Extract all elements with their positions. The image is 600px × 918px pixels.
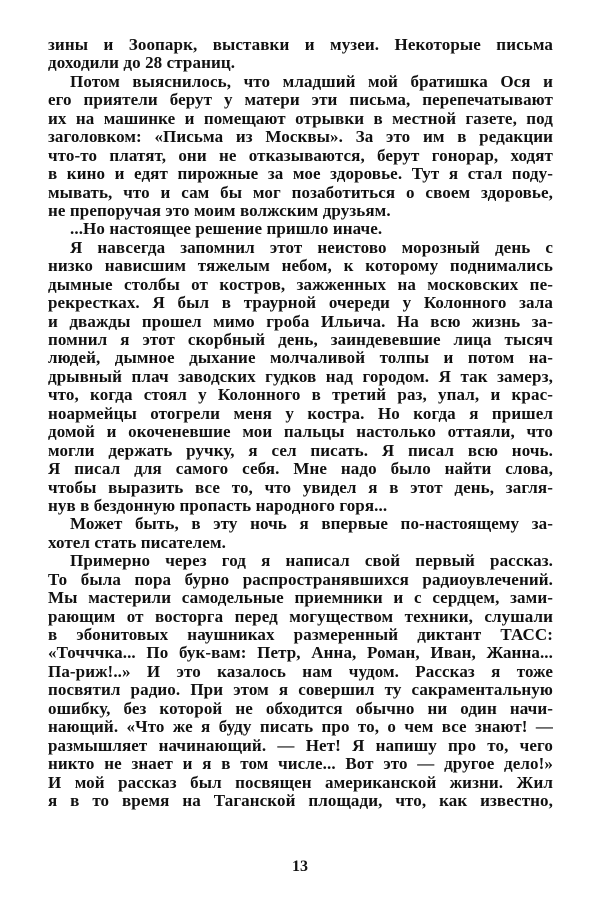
text-line: И мой рассказ был посвящен американской жизни. Жил bbox=[48, 772, 553, 792]
text-line: ноармейцы отогрели меня у костра. Но когда я пришел bbox=[48, 403, 553, 423]
text-line: дымные столбы от костров, зажженных на московских пе- bbox=[48, 274, 553, 294]
text-line: ошибку, без которой не обходится обычно ни один начи- bbox=[48, 698, 553, 718]
text-line: зины и Зоопарк, выставки и музеи. Некоторые письма bbox=[48, 35, 553, 54]
text-line: людей, дымное дыхание молчаливой толпы и потом на- bbox=[48, 348, 553, 368]
text-line: никто не знает и я в том числе... Вот это — другое дело!» bbox=[48, 754, 553, 774]
text-line: рекрестках. Я был в траурной очереди у Колонного зала bbox=[48, 293, 553, 313]
text-line: Я навсегда запомнил этот неистово морозный день с bbox=[70, 237, 553, 257]
text-line: рающим от восторга перед могуществом техники, слушали bbox=[48, 606, 553, 626]
paragraph bbox=[48, 552, 553, 810]
paragraph bbox=[48, 515, 553, 552]
text-line: их на машинке и помещают отрывки в местной газете, под bbox=[48, 108, 553, 128]
text-line: мывать, что и сам бы мог позаботиться о своем здоровье, bbox=[48, 182, 553, 202]
text-line: помнил я этот скорбный день, заиндевевшие лица тысяч bbox=[48, 330, 553, 349]
text-line: дрывный плач заводских гудков над городом. Я так замерз, bbox=[48, 366, 553, 386]
text-line: посвятил радио. При этом я совершил ту сакраментальную bbox=[48, 680, 553, 700]
text-line: «Точччка... По бук-вам: Петр, Анна, Роман, Иван, Жанна... bbox=[48, 643, 553, 663]
text-line: размышляет начинающий. — Нет! Я напишу про то, чего bbox=[48, 735, 553, 755]
book-page-text bbox=[48, 36, 553, 810]
text-line: в кино и едят пирожные за мое здоровье. Тут я стал поду- bbox=[48, 164, 553, 184]
text-line: чтобы выразить все то, что увидел я в этот день, загля- bbox=[48, 477, 553, 497]
text-line: Может быть, в эту ночь я впервые по-настоящему за- bbox=[70, 514, 553, 534]
page-number: 13 bbox=[292, 858, 308, 875]
paragraph bbox=[48, 239, 553, 516]
text-line: что, когда стоял у Колонного в третий раз, упал, и крас- bbox=[48, 385, 553, 405]
text-line: Мы мастерили самодельные приемники и с сердцем, зами- bbox=[48, 588, 553, 608]
text-line: нув в бездонную пропасть народного горя... bbox=[48, 495, 388, 515]
text-line: низко нависшим тяжелым небом, к которому поднимались bbox=[48, 256, 553, 276]
text-line: Потом выяснилось, что младший мой братишка Ося и bbox=[70, 71, 553, 91]
text-line: в эбонитовых наушниках размеренный диктант ТАСС: bbox=[48, 625, 553, 644]
paragraph bbox=[48, 220, 553, 238]
text-line: и дважды прошел мимо гроба Ильича. На всю жизнь за- bbox=[48, 311, 553, 331]
text-line: То была пора бурно распространявшихся радиоувлечений. bbox=[48, 569, 553, 589]
text-line: нающий. «Что же я буду писать про то, о чем все знают! — bbox=[48, 717, 553, 737]
text-line: хотел стать писателем. bbox=[48, 532, 226, 552]
text-line: что-то платят, они не отказываются, берут гонорар, ходят bbox=[48, 145, 553, 165]
text-line: не препоручая это моим волжским друзьям. bbox=[48, 200, 391, 220]
text-line: его приятели берут у матери эти письма, перепечатывают bbox=[48, 90, 553, 110]
text-line: Па-риж!..» И это казалось нам чудом. Рассказ я тоже bbox=[48, 661, 553, 681]
text-line: ...Но настоящее решение пришло иначе. bbox=[70, 219, 383, 239]
paragraph bbox=[48, 73, 553, 221]
text-line: Я писал для самого себя. Мне надо было найти слова, bbox=[48, 459, 553, 479]
text-line: заголовком: «Письма из Москвы». За это им в редакции bbox=[48, 127, 553, 147]
text-line: я в то время на Таганской площади, что, как известно, bbox=[48, 790, 553, 810]
text-line: домой и окоченевшие мои пальцы настолько оттаяли, что bbox=[48, 422, 553, 442]
text-line: Примерно через год я написал свой первый рассказ. bbox=[70, 551, 553, 571]
text-line: могли держать ручку, я сел писать. Я писал всю ночь. bbox=[48, 440, 553, 460]
paragraph bbox=[48, 36, 553, 73]
text-line: доходили до 28 страниц. bbox=[48, 53, 236, 73]
